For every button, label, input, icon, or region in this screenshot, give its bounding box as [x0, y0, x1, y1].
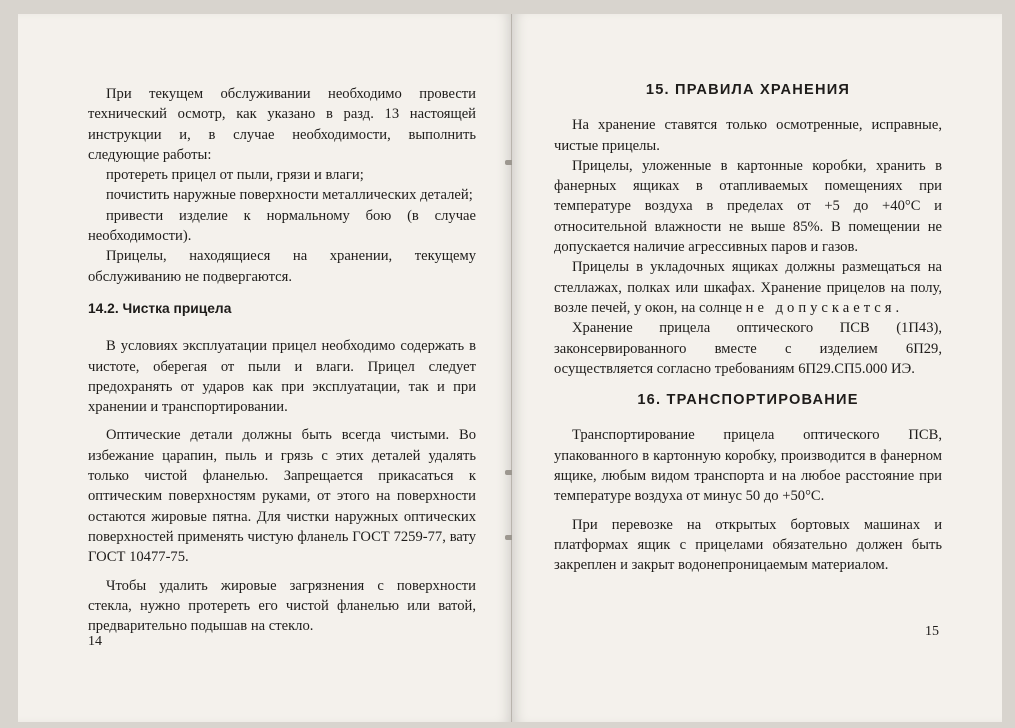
intro-paragraph: При текущем обслуживании необходимо провести технический осмотр, как указано в разд. 13 настоящей инструкции и, в случае необходимости, выполнить следующие работы: — [88, 86, 476, 163]
right-page-text — [554, 69, 942, 576]
cleaning-paragraph-2: Оптические детали должны быть всегда чистыми. Во избежание царапин, пыль и грязь с этих деталей удалять только чистой фланелью. Запрещается прикасаться к оптическим поверхностям руками, от этого на поверхности остаются жировые пятна. Для чистки наружных оптических поверхностей применять чистую фланель ГОСТ 7259-77, вату ГОСТ 10477-75. — [88, 427, 476, 566]
storage-paragraph-2: Прицелы, уложенные в картонные коробки, хранить в фанерных ящиках в отапливаемых помещениях при температуре воздуха в пределах от +5 до +40°С и относительной влажности не выше 85%. В помещении не допускается наличие агрессивных паров и газов. — [554, 157, 942, 256]
section-16-heading: 16. ТРАНСПОРТИРОВАНИЕ — [637, 392, 859, 409]
spaced-emphasis: не допускается. — [745, 299, 904, 316]
task-item-zeroing: привести изделие к нормальному бою (в случае необходимости). — [88, 207, 476, 245]
storage-paragraph-3 — [554, 257, 942, 318]
task-item-metal: почистить наружные поверхности металлических деталей; — [106, 187, 473, 204]
right-page — [512, 14, 1002, 722]
page-number-right: 15 — [925, 624, 939, 639]
page-number-left: 14 — [88, 634, 102, 649]
transport-paragraph-1: Транспортирование прицела оптического ПСВ, упакованного в картонную коробку, производится в фанерном ящике, любым видом транспорта и на любое расстояние при температуре воздуха от минус 50 до +50°С. — [554, 427, 942, 505]
storage-paragraph-4: Хранение прицела оптического ПСВ (1П43), законсервированного вместе с изделием 6П29, осуществляется согласно требованиям 6П29.СП5.000 ИЭ. — [554, 320, 942, 377]
transport-paragraph-2: При перевозке на открытых бортовых машинах и платформах ящик с прицелами обязательно должен быть закреплен и закрыт водонепроницаемым материалом. — [554, 516, 942, 574]
storage-paragraph-3-text: Прицелы в укладочных ящиках должны размещаться на стеллажах, полках или шкафах. Хранение прицелов на полу, возле печей, у окон, на солнце — [554, 259, 942, 316]
left-page — [18, 14, 512, 722]
storage-note-paragraph: Прицелы, находящиеся на хранении, текущему обслуживанию не подвергаются. — [88, 248, 476, 285]
storage-paragraph-1: На хранение ставятся только осмотренные, исправные, чистые прицелы. — [554, 117, 942, 154]
cleaning-paragraph-3: Чтобы удалить жировые загрязнения с поверхности стекла, нужно протереть его чистой фланелью или ватой, предварительно подышав на стекло. — [88, 577, 476, 635]
left-page-text — [88, 84, 476, 636]
section-15-heading: 15. ПРАВИЛА ХРАНЕНИЯ — [645, 82, 851, 98]
task-item-clean: протереть прицел от пыли, грязи и влаги; — [106, 167, 364, 184]
subsection-heading: 14.2. Чистка прицела — [88, 300, 232, 316]
cleaning-paragraph-1: В условиях эксплуатации прицел необходимо содержать в чистоте, оберегая от пыли и влаги. Прицел следует предохранять от ударов как при эксплуатации, так и при хранении и транспортировании. — [88, 338, 476, 416]
